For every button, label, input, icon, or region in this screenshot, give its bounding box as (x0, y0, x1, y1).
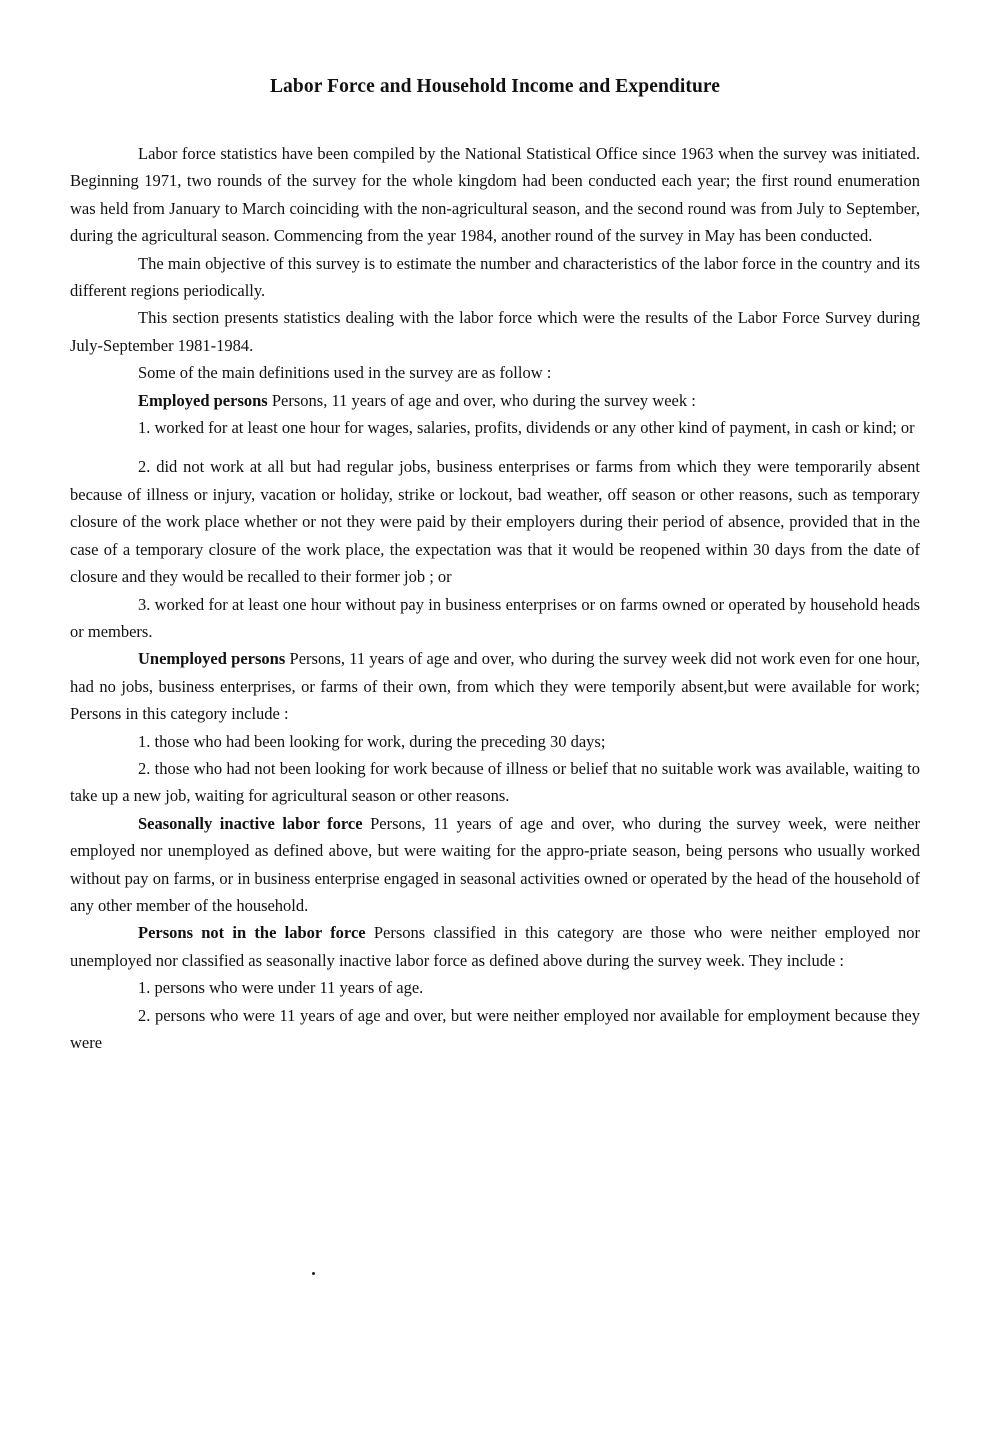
unemployed-item-2: 2. those who had not been looking for work because of illness or belief that no suitable work was available, waiting to take up a new job, waiting for agricultural season or other reasons. (70, 758, 920, 806)
employed-definition (70, 387, 920, 414)
section-paragraph: This section presents statistics dealing with the labor force which were the results of the Labor Force Survey during July-September 1981-1984. (70, 308, 920, 355)
employed-definition-text: Persons, 11 years of age and over, who during the survey week : (267, 390, 696, 410)
definitions-intro: Some of the main definitions used in the survey are as follow : (138, 363, 552, 383)
employed-item-1: 1. worked for at least one hour for wages, salaries, profits, dividends or any other kind of payment, in cash or kind; or (138, 418, 915, 438)
unemployed-item-1: 1. those who had been looking for work, during the preceding 30 days; (138, 731, 606, 751)
not-in-labor-force-term: Persons not in the labor force (138, 923, 366, 943)
employed-term: Employed persons (138, 390, 268, 410)
unemployed-definition (70, 645, 920, 727)
unemployed-definition-text: Persons, 11 years of age and over, who during the survey week did not work even for one hour, had no jobs, business enterprises, or farms of their own, from which they were temporily absent,but were available for work; Persons in this category include : (70, 649, 920, 724)
not-in-labor-force-item-2: 2. persons who were 11 years of age and over, but were neither employed nor available for employment because they were (70, 1005, 920, 1052)
scan-speck (312, 1272, 315, 1275)
not-in-labor-force-item-1: 1. persons who were under 11 years of age. (138, 978, 424, 998)
seasonal-definition-text: Persons, 11 years of age and over, who during the survey week, were neither employed nor unemployed as defined above, but were waiting for the appro-priate season, being persons who usually worked without pay on farms, or in business enterprise engaged in seasonal activities owned or operated by the head of the household of any other member of the household. (70, 813, 920, 915)
unemployed-term: Unemployed persons (138, 649, 286, 669)
employed-item-2: 2. did not work at all but had regular jobs, business enterprises or farms from which they were temporarily absent because of illness or injury, vacation or holiday, strike or lockout, bad weather, off season or other reasons, such as temporary closure of the work place whether or not they were paid by their employers during their period of absence, provided that in the case of a temporary closure of the work place, the expectation was that it would be reopened within 30 days from the date of closure and they would be recalled to their former job ; or (70, 457, 920, 587)
not-in-labor-force-definition (70, 919, 920, 974)
objective-paragraph: The main objective of this survey is to estimate the number and characteristics of the labor force in the country and its different regions periodically. (70, 253, 920, 301)
seasonal-term: Seasonally inactive labor force (138, 813, 363, 833)
intro-paragraph: Labor force statistics have been compiled by the National Statistical Office since 1963 when the survey was initiated. Beginning 1971, two rounds of the survey for the whole kingdom had been conducted each year; the first round enumeration was held from January to March coinciding with the non-agricultural season, and the second round was from July to September, during the agricultural season. Commencing from the year 1984, another round of the survey in May has been conducted. (70, 144, 920, 246)
employed-item-3: 3. worked for at least one hour without pay in business enterprises or on farms owned or operated by household heads or members. (70, 594, 920, 641)
seasonal-definition (70, 810, 920, 920)
page-title: Labor Force and Household Income and Expenditure (269, 76, 721, 97)
document-page (70, 70, 920, 1056)
not-in-labor-force-definition-text: Persons classified in this category are those who were neither employed nor unemployed nor classified as seasonally inactive labor force as defined above during the survey week. They include : (70, 923, 920, 970)
